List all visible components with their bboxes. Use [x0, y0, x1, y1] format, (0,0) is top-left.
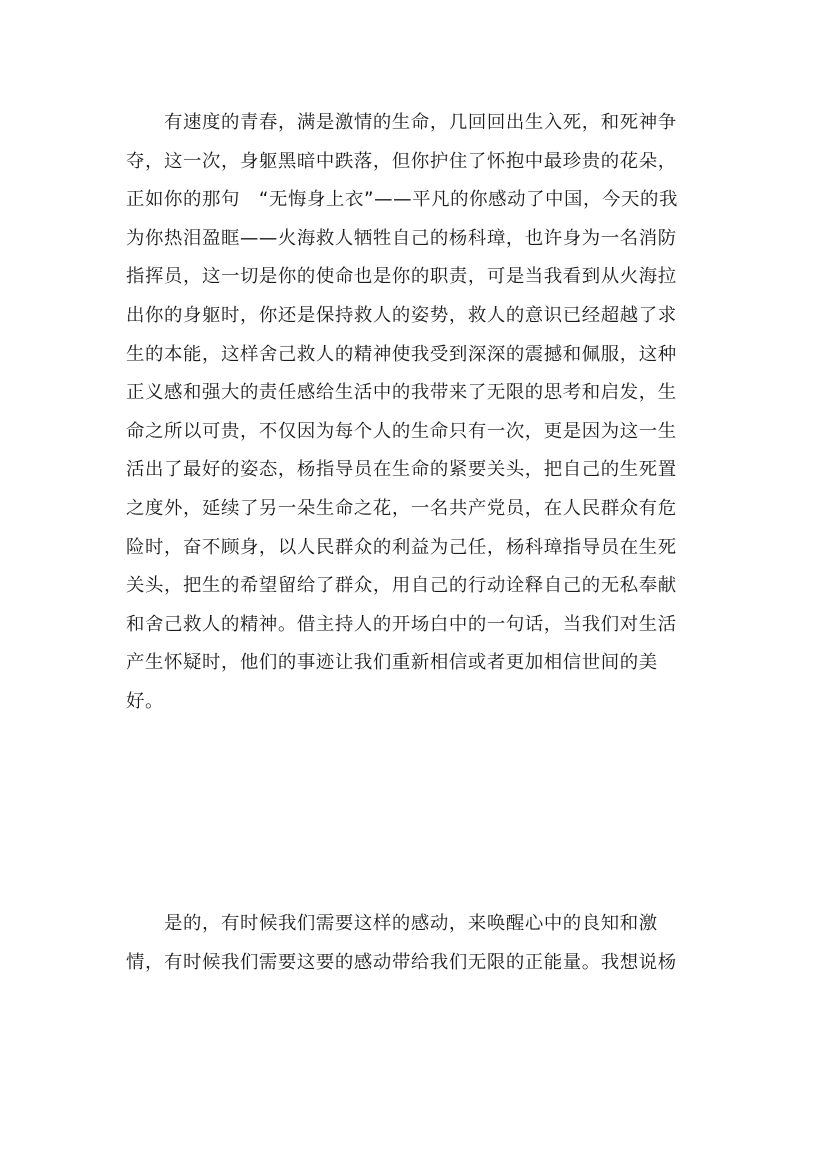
paragraph-line: 夺，这一次，身躯黑暗中跌落，但你护住了怀抱中最珍贵的花朵， [126, 150, 677, 172]
paragraph-line: 活出了最好的姿态，杨指导员在生命的紧要关头，把自己的生死置 [126, 459, 677, 481]
paragraph-line: 出你的身躯时，你还是保持救人的姿势，救人的意识已经超越了求 [126, 304, 677, 326]
paragraph-line: 指挥员，这一切是你的使命也是你的职责，可是当我看到从火海拉 [126, 266, 677, 288]
paragraph-line: 为你热泪盈眶——火海救人牺牲自己的杨科璋，也许身为一名消防 [126, 227, 677, 249]
paragraph-line: 之度外，延续了另一朵生命之花，一名共产党员，在人民群众有危 [126, 497, 677, 519]
paragraph-line: 正义感和强大的责任感给生活中的我带来了无限的思考和启发，生 [126, 382, 677, 404]
paragraph-line: 命之所以可贵，不仅因为每个人的生命只有一次，更是因为这一生 [126, 420, 677, 442]
paragraph-line: 产生怀疑时，他们的事迹让我们重新相信或者更加相信世间的美 [126, 652, 658, 674]
paragraph-2 [126, 905, 706, 982]
paragraph-line: 险时，奋不顾身，以人民群众的利益为己任，杨科璋指导员在生死 [126, 536, 677, 558]
paragraph-line: 和舍己救人的精神。借主持人的开场白中的一句话，当我们对生活 [126, 613, 677, 635]
paragraph-line: 是的，有时候我们需要这样的感动，来唤醒心中的良知和激 [164, 913, 658, 934]
paragraph-line: 情，有时候我们需要这要的感动带给我们无限的正能量。我想说杨 [126, 951, 677, 973]
paragraph-1 [126, 104, 706, 722]
paragraph-line: 正如你的那句 “无悔身上衣”——平凡的你感动了中国，今天的我 [126, 189, 678, 211]
paragraph-line: 好。 [126, 690, 164, 712]
paragraph-line: 生的本能，这样舍己救人的精神使我受到深深的震撼和佩服，这种 [126, 343, 677, 365]
paragraph-line: 有速度的青春，满是激情的生命，几回回出生入死，和死神争 [164, 112, 677, 133]
paragraph-line: 关头，把生的希望留给了群众，用自己的行动诠释自己的无私奉献 [126, 575, 677, 597]
